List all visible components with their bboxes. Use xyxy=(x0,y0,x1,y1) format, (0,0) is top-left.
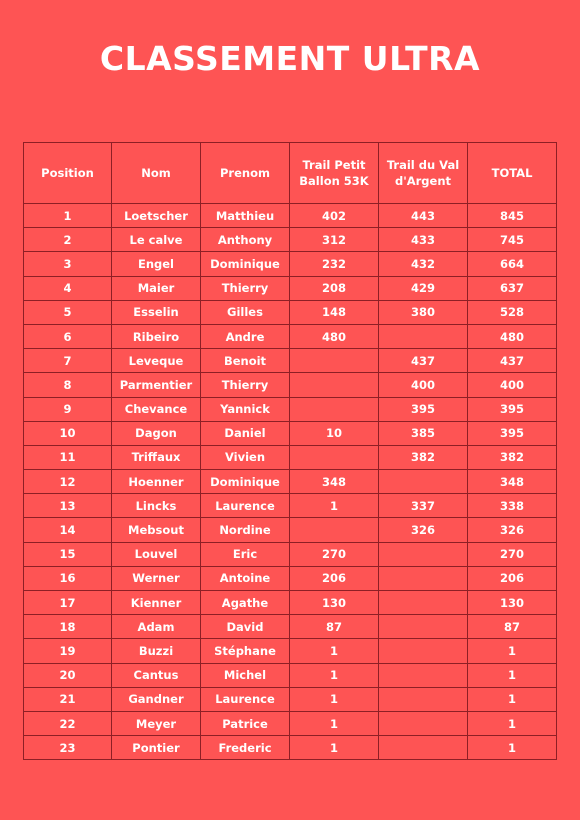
header-total: TOTAL xyxy=(468,143,557,204)
total-cell: 1 xyxy=(468,663,557,687)
trail-val-argent-cell: 395 xyxy=(379,397,468,421)
table-row xyxy=(24,324,557,348)
position-cell: 4 xyxy=(24,276,112,300)
trail-petit-ballon-cell xyxy=(290,373,379,397)
table-row xyxy=(24,711,557,735)
header-trail-petit-ballon: Trail Petit Ballon 53K xyxy=(290,143,379,204)
trail-petit-ballon-cell: 148 xyxy=(290,300,379,324)
table-row xyxy=(24,300,557,324)
trail-petit-ballon-cell: 208 xyxy=(290,276,379,300)
total-cell: 338 xyxy=(468,494,557,518)
table-header xyxy=(24,143,557,204)
trail-petit-ballon-cell xyxy=(290,445,379,469)
trail-petit-ballon-cell: 1 xyxy=(290,494,379,518)
nom-cell: Loetscher xyxy=(112,204,201,228)
table-row xyxy=(24,615,557,639)
table-row xyxy=(24,518,557,542)
trail-petit-ballon-cell: 1 xyxy=(290,736,379,760)
prenom-cell: Dominique xyxy=(201,252,290,276)
trail-petit-ballon-cell: 87 xyxy=(290,615,379,639)
total-cell: 395 xyxy=(468,421,557,445)
position-cell: 1 xyxy=(24,204,112,228)
position-cell: 7 xyxy=(24,349,112,373)
trail-petit-ballon-cell xyxy=(290,397,379,421)
trail-val-argent-cell xyxy=(379,566,468,590)
trail-val-argent-cell xyxy=(379,324,468,348)
total-cell: 206 xyxy=(468,566,557,590)
nom-cell: Hoenner xyxy=(112,470,201,494)
position-cell: 18 xyxy=(24,615,112,639)
trail-petit-ballon-cell: 232 xyxy=(290,252,379,276)
prenom-cell: Nordine xyxy=(201,518,290,542)
trail-val-argent-cell: 433 xyxy=(379,228,468,252)
table-row xyxy=(24,687,557,711)
position-cell: 11 xyxy=(24,445,112,469)
trail-petit-ballon-cell xyxy=(290,349,379,373)
position-cell: 2 xyxy=(24,228,112,252)
table-row xyxy=(24,252,557,276)
position-cell: 12 xyxy=(24,470,112,494)
trail-val-argent-cell xyxy=(379,687,468,711)
table-row xyxy=(24,421,557,445)
prenom-cell: Vivien xyxy=(201,445,290,469)
prenom-cell: Patrice xyxy=(201,711,290,735)
table-row xyxy=(24,736,557,760)
nom-cell: Buzzi xyxy=(112,639,201,663)
total-cell: 270 xyxy=(468,542,557,566)
trail-val-argent-cell xyxy=(379,470,468,494)
table-row xyxy=(24,204,557,228)
prenom-cell: Dominique xyxy=(201,470,290,494)
header-prenom: Prenom xyxy=(201,143,290,204)
position-cell: 14 xyxy=(24,518,112,542)
trail-val-argent-cell: 443 xyxy=(379,204,468,228)
total-cell: 1 xyxy=(468,687,557,711)
trail-petit-ballon-cell: 10 xyxy=(290,421,379,445)
position-cell: 19 xyxy=(24,639,112,663)
total-cell: 1 xyxy=(468,639,557,663)
total-cell: 87 xyxy=(468,615,557,639)
table-row xyxy=(24,542,557,566)
trail-petit-ballon-cell: 402 xyxy=(290,204,379,228)
table-row xyxy=(24,566,557,590)
trail-val-argent-cell xyxy=(379,663,468,687)
prenom-cell: Antoine xyxy=(201,566,290,590)
prenom-cell: Laurence xyxy=(201,687,290,711)
total-cell: 528 xyxy=(468,300,557,324)
nom-cell: Maier xyxy=(112,276,201,300)
nom-cell: Chevance xyxy=(112,397,201,421)
position-cell: 10 xyxy=(24,421,112,445)
total-cell: 395 xyxy=(468,397,557,421)
table-row xyxy=(24,494,557,518)
trail-petit-ballon-cell: 130 xyxy=(290,591,379,615)
prenom-cell: Gilles xyxy=(201,300,290,324)
prenom-cell: Andre xyxy=(201,324,290,348)
total-cell: 348 xyxy=(468,470,557,494)
position-cell: 3 xyxy=(24,252,112,276)
trail-val-argent-cell xyxy=(379,711,468,735)
nom-cell: Ribeiro xyxy=(112,324,201,348)
table-row xyxy=(24,349,557,373)
header-nom: Nom xyxy=(112,143,201,204)
total-cell: 745 xyxy=(468,228,557,252)
prenom-cell: Yannick xyxy=(201,397,290,421)
position-cell: 9 xyxy=(24,397,112,421)
trail-val-argent-cell: 382 xyxy=(379,445,468,469)
trail-val-argent-cell xyxy=(379,639,468,663)
prenom-cell: Benoit xyxy=(201,349,290,373)
nom-cell: Mebsout xyxy=(112,518,201,542)
total-cell: 845 xyxy=(468,204,557,228)
position-cell: 15 xyxy=(24,542,112,566)
trail-petit-ballon-cell: 1 xyxy=(290,663,379,687)
table-row xyxy=(24,470,557,494)
trail-petit-ballon-cell: 348 xyxy=(290,470,379,494)
trail-val-argent-cell: 337 xyxy=(379,494,468,518)
nom-cell: Triffaux xyxy=(112,445,201,469)
nom-cell: Le calve xyxy=(112,228,201,252)
nom-cell: Louvel xyxy=(112,542,201,566)
trail-petit-ballon-cell xyxy=(290,518,379,542)
nom-cell: Leveque xyxy=(112,349,201,373)
total-cell: 326 xyxy=(468,518,557,542)
nom-cell: Adam xyxy=(112,615,201,639)
nom-cell: Kienner xyxy=(112,591,201,615)
total-cell: 1 xyxy=(468,711,557,735)
trail-petit-ballon-cell: 480 xyxy=(290,324,379,348)
trail-val-argent-cell: 432 xyxy=(379,252,468,276)
prenom-cell: Eric xyxy=(201,542,290,566)
trail-val-argent-cell xyxy=(379,591,468,615)
total-cell: 382 xyxy=(468,445,557,469)
trail-petit-ballon-cell: 1 xyxy=(290,711,379,735)
total-cell: 637 xyxy=(468,276,557,300)
table-row xyxy=(24,373,557,397)
trail-val-argent-cell: 400 xyxy=(379,373,468,397)
trail-petit-ballon-cell: 1 xyxy=(290,639,379,663)
position-cell: 8 xyxy=(24,373,112,397)
total-cell: 480 xyxy=(468,324,557,348)
trail-petit-ballon-cell: 270 xyxy=(290,542,379,566)
nom-cell: Gandner xyxy=(112,687,201,711)
trail-val-argent-cell: 380 xyxy=(379,300,468,324)
table-row xyxy=(24,276,557,300)
position-cell: 22 xyxy=(24,711,112,735)
prenom-cell: David xyxy=(201,615,290,639)
position-cell: 16 xyxy=(24,566,112,590)
position-cell: 13 xyxy=(24,494,112,518)
nom-cell: Engel xyxy=(112,252,201,276)
nom-cell: Meyer xyxy=(112,711,201,735)
page-title: CLASSEMENT ULTRA xyxy=(99,39,481,78)
table-row xyxy=(24,445,557,469)
nom-cell: Cantus xyxy=(112,663,201,687)
nom-cell: Parmentier xyxy=(112,373,201,397)
prenom-cell: Daniel xyxy=(201,421,290,445)
nom-cell: Werner xyxy=(112,566,201,590)
table-row xyxy=(24,663,557,687)
prenom-cell: Agathe xyxy=(201,591,290,615)
total-cell: 400 xyxy=(468,373,557,397)
table-row xyxy=(24,639,557,663)
total-cell: 664 xyxy=(468,252,557,276)
prenom-cell: Laurence xyxy=(201,494,290,518)
table-row xyxy=(24,397,557,421)
table-body xyxy=(24,204,557,760)
nom-cell: Pontier xyxy=(112,736,201,760)
prenom-cell: Michel xyxy=(201,663,290,687)
total-cell: 437 xyxy=(468,349,557,373)
position-cell: 17 xyxy=(24,591,112,615)
position-cell: 20 xyxy=(24,663,112,687)
trail-val-argent-cell xyxy=(379,542,468,566)
trail-val-argent-cell xyxy=(379,736,468,760)
prenom-cell: Stéphane xyxy=(201,639,290,663)
prenom-cell: Frederic xyxy=(201,736,290,760)
position-cell: 5 xyxy=(24,300,112,324)
prenom-cell: Anthony xyxy=(201,228,290,252)
position-cell: 6 xyxy=(24,324,112,348)
trail-val-argent-cell: 326 xyxy=(379,518,468,542)
position-cell: 23 xyxy=(24,736,112,760)
prenom-cell: Matthieu xyxy=(201,204,290,228)
total-cell: 130 xyxy=(468,591,557,615)
prenom-cell: Thierry xyxy=(201,373,290,397)
nom-cell: Esselin xyxy=(112,300,201,324)
trail-val-argent-cell: 385 xyxy=(379,421,468,445)
ranking-table xyxy=(23,142,557,760)
table-row xyxy=(24,228,557,252)
header-row xyxy=(24,143,557,204)
trail-val-argent-cell: 437 xyxy=(379,349,468,373)
total-cell: 1 xyxy=(468,736,557,760)
table-row xyxy=(24,591,557,615)
trail-petit-ballon-cell: 206 xyxy=(290,566,379,590)
trail-petit-ballon-cell: 312 xyxy=(290,228,379,252)
header-trail-val-argent: Trail du Val d'Argent xyxy=(379,143,468,204)
header-position: Position xyxy=(24,143,112,204)
trail-val-argent-cell: 429 xyxy=(379,276,468,300)
position-cell: 21 xyxy=(24,687,112,711)
nom-cell: Dagon xyxy=(112,421,201,445)
trail-petit-ballon-cell: 1 xyxy=(290,687,379,711)
prenom-cell: Thierry xyxy=(201,276,290,300)
nom-cell: Lincks xyxy=(112,494,201,518)
trail-val-argent-cell xyxy=(379,615,468,639)
